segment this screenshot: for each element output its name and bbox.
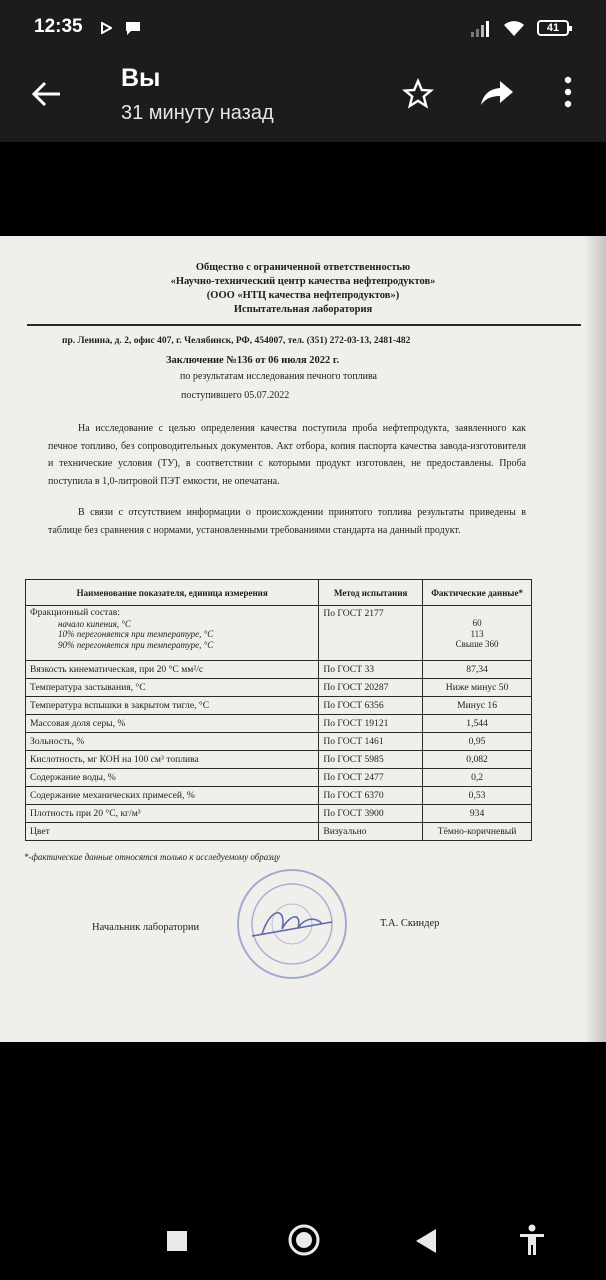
cell-name: Плотность при 20 °С, кг/м³ — [26, 805, 319, 823]
cell-value: Минус 16 — [423, 697, 532, 715]
cell-value: 0,95 — [423, 733, 532, 751]
org-address: пр. Ленина, д. 2, офис 407, г. Челябинск, РФ, 454007, тел. (351) 272-03-13, 2481-482 — [62, 336, 411, 346]
results-table — [25, 579, 532, 841]
table-row — [26, 606, 532, 661]
table-header: Наименование показателя, единица измерения — [26, 580, 319, 606]
table-row — [26, 787, 532, 805]
table-row — [26, 715, 532, 733]
home-circle-icon[interactable] — [287, 1223, 321, 1257]
wifi-icon — [502, 18, 526, 38]
paragraph-2: В связи с отсутствием информации о происхождении принятого топлива результаты приведены в таблице без сравнения с нормами, установленными требованиями стандарта на данный продукт. — [48, 507, 526, 536]
org-line-2: «Научно-технический центр качества нефтепродуктов» — [170, 276, 436, 287]
chief-label: Начальник лаборатории — [92, 922, 200, 933]
stamp-seal-icon — [232, 864, 352, 984]
fraction-sub-3: 90% перегоняется при температуре, °С — [58, 639, 214, 650]
cell-name: Массовая доля серы, % — [26, 715, 319, 733]
cell-name: Цвет — [26, 823, 319, 841]
status-bar — [0, 0, 606, 56]
cell-method: По ГОСТ 1461 — [319, 733, 423, 751]
table-row — [26, 697, 532, 715]
cell-method: По ГОСТ 5985 — [319, 751, 423, 769]
table-row — [26, 823, 532, 841]
table-row — [26, 679, 532, 697]
fraction-value-3: Свыше 360 — [455, 639, 499, 649]
cell-value: Тёмно-коричневый — [423, 823, 532, 841]
signer-name: Т.А. Скиндер — [380, 918, 440, 929]
cell-method: Визуально — [319, 823, 423, 841]
cell-name: Содержание механических примесей, % — [26, 787, 319, 805]
battery-level: 41 — [546, 22, 560, 34]
fraction-method: По ГОСТ 2177 — [319, 606, 423, 661]
star-icon[interactable] — [402, 78, 434, 110]
fraction-cell — [26, 606, 319, 661]
cell-name: Вязкость кинематическая, при 20 °С мм²/с — [26, 661, 319, 679]
table-row — [26, 769, 532, 787]
fraction-values — [423, 606, 532, 661]
org-line-1: Общество с ограниченной ответственностью — [195, 262, 411, 273]
cell-name: Кислотность, мг КОН на 100 см³ топлива — [26, 751, 319, 769]
document-photo[interactable] — [0, 236, 606, 1042]
share-icon[interactable] — [480, 80, 514, 106]
recents-square-icon[interactable] — [166, 1230, 188, 1252]
sender-title: Вы — [121, 64, 161, 92]
timestamp-subtitle: 31 минуту назад — [121, 102, 274, 124]
cell-value: 0,2 — [423, 769, 532, 787]
header-rule — [27, 324, 581, 326]
org-line-3: (ООО «НТЦ качества нефтепродуктов») — [206, 290, 400, 301]
cell-name: Температура застывания, °С — [26, 679, 319, 697]
table-header: Фактические данные* — [423, 580, 532, 606]
cell-method: По ГОСТ 19121 — [319, 715, 423, 733]
org-line-4: Испытательная лаборатория — [233, 304, 373, 315]
system-nav-bar — [0, 1198, 606, 1280]
fraction-value-1: 60 — [472, 618, 482, 628]
cell-value: 0,53 — [423, 787, 532, 805]
more-icon[interactable] — [564, 76, 572, 108]
cell-method: По ГОСТ 6356 — [319, 697, 423, 715]
back-arrow-icon[interactable] — [30, 80, 64, 108]
fraction-label: Фракционный состав: — [30, 607, 120, 618]
fraction-value-2: 113 — [470, 628, 484, 639]
app-bar — [0, 56, 606, 142]
table-row — [26, 733, 532, 751]
battery-icon — [537, 20, 569, 36]
cell-name: Зольность, % — [26, 733, 319, 751]
table-row — [26, 805, 532, 823]
paragraph-1: На исследование с целью определения качества поступила проба нефтепродукта, заявленного как печное топливо, без сопроводительных документов. Акт отбора, копия паспорта качества завода-изготовителя и технические условия (ТУ), в соответствии с которыми продукт изготовлен, не предоставлены. Проба поступила в 1,0-литровой ПЭТ емкости, не опечатана. — [48, 423, 526, 487]
cell-method: По ГОСТ 33 — [319, 661, 423, 679]
cell-method: По ГОСТ 3900 — [319, 805, 423, 823]
table-row — [26, 751, 532, 769]
received-date: поступившего 05.07.2022 — [181, 390, 290, 401]
cell-name: Температура вспышки в закрытом тигле, °С — [26, 697, 319, 715]
fraction-sub-1: начало кипения, °С — [58, 618, 131, 629]
conclusion-subtitle: по результатам исследования печного топлива — [180, 371, 377, 382]
cell-value: 1,544 — [423, 715, 532, 733]
signal-icon — [470, 20, 492, 38]
accessibility-icon[interactable] — [518, 1224, 546, 1256]
table-header: Метод испытания — [319, 580, 423, 606]
chat-icon — [124, 20, 142, 36]
cell-method: По ГОСТ 2477 — [319, 769, 423, 787]
cell-value: 87,34 — [423, 661, 532, 679]
play-icon — [100, 22, 112, 34]
cell-method: По ГОСТ 20287 — [319, 679, 423, 697]
cell-method: По ГОСТ 6370 — [319, 787, 423, 805]
cell-value: 934 — [423, 805, 532, 823]
conclusion-title: Заключение №136 от 06 июля 2022 г. — [166, 355, 340, 366]
footnote: *-фактические данные относятся только к исследуемому образцу — [24, 852, 281, 862]
fraction-sub-2: 10% перегоняется при температуре, °С — [58, 629, 214, 639]
cell-value: Ниже минус 50 — [423, 679, 532, 697]
back-triangle-icon[interactable] — [414, 1228, 438, 1254]
table-row — [26, 661, 532, 679]
cell-value: 0,082 — [423, 751, 532, 769]
table-header-row — [26, 580, 532, 606]
cell-name: Содержание воды, % — [26, 769, 319, 787]
status-time: 12:35 — [34, 16, 83, 37]
